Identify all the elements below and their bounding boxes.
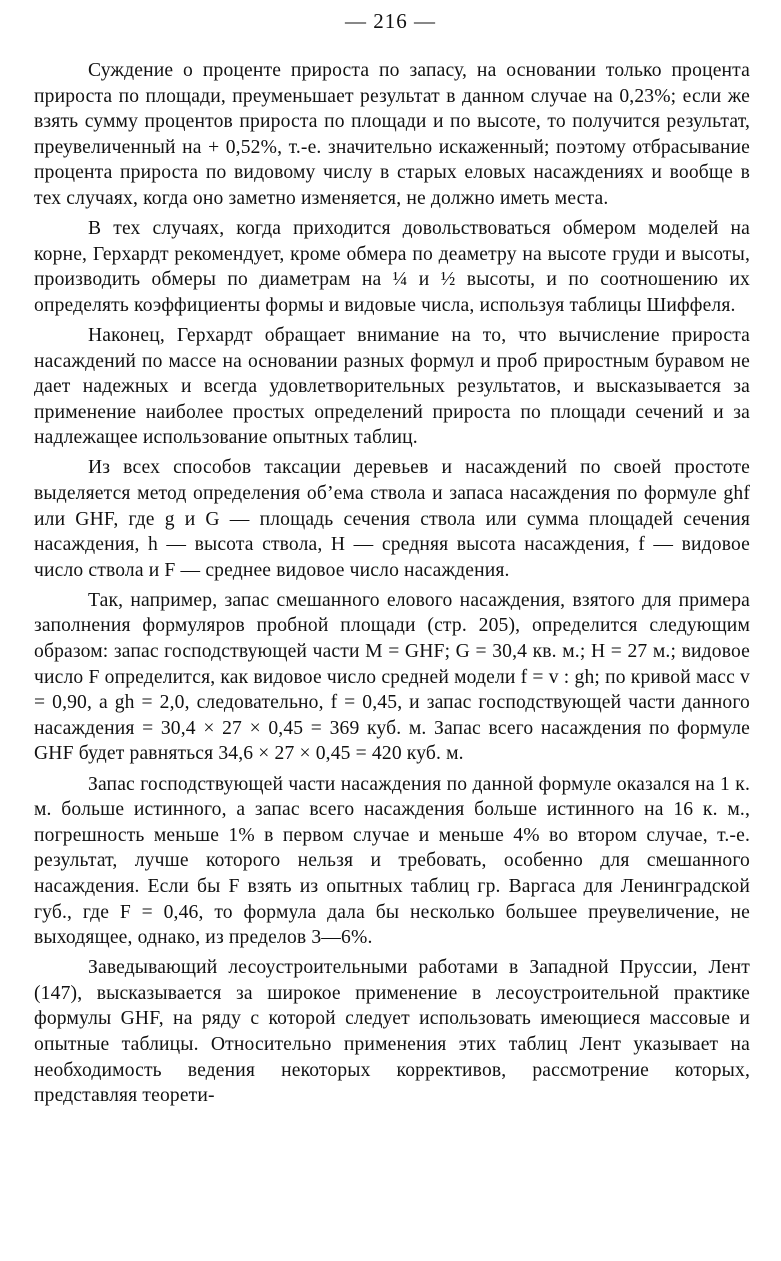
paragraph-1: Суждение о проценте прироста по запасу, на основании только процента прироста по площади, преуменьшает результат в данном случае на 0,23%; если же взять сумму процентов прироста по площади и по высоте, то получится результат, преувеличенный на + 0,52%, т.-е. значительно искаженный; поэтому отбрасывание процента прироста по видовому числу в старых еловых насаждениях и вообще в тех случаях, когда оно заметно изменяется, не должно иметь места. <box>34 60 750 209</box>
paragraph-6: Запас господствующей части насаждения по данной формуле оказался на 1 к. м. больше истинного, а запас всего насаждения больше истинного на 16 к. м., погрешность меньше 1% в первом случае и меньше 4% во втором случае, т.-е. результат, лучше которого нельзя и требовать, особенно для смешанного насаждения. Если бы F взять из опытных таблиц гр. Варгаса для Ленинградской губ., где F = 0,46, то формула дала бы несколько большее преувеличение, не выходящее, однако, из пределов 3—6%. <box>34 773 750 949</box>
paragraph-4: Из всех способов таксации деревьев и насаждений по своей простоте выделяется метод определения об’ема ствола и запаса насаждения по формуле ghf или GHF, где g и G — площадь сечения ствола или сумма площадей сечения насаждения, h — высота ствола, H — средняя высота насаждения, f — видовое число ствола и F — среднее видовое число насаждения. <box>34 457 750 581</box>
paragraph-7: Заведывающий лесоустроительными работами в Западной Пруссии, Лент (147), высказывается за широкое применение в лесоустроительной практике формулы GHF, на ряду с которой следует использовать имеющиеся массовые и опытные таблицы. Относительно применения этих таблиц Лент указывает на необходимость ведения некоторых коррективов, рассмотрение которых, представляя теорети- <box>34 957 750 1107</box>
paragraph-5: Так, например, запас смешанного елового насаждения, взятого для примера заполнения формуляров пробной площади (стр. 205), определится следующим образом: запас господствующей части M = GHF; G = 30,4 кв. м.; H = 27 м.; видовое число F определится, как видовое число средней модели f = v : gh; по кривой масс v = 0,90, a gh = 2,0, следовательно, f = 0,45, и запас господствующей части данного насаждения = 30,4 × 27 × 0,45 = 369 куб. м. Запас всего насаждения по формуле GHF будет равняться 34,6 × 27 × 0,45 = 420 куб. м. <box>34 589 750 765</box>
page-number: — 216 — <box>345 9 436 33</box>
body-text <box>34 58 750 1109</box>
paragraph-3: Наконец, Герхардт обращает внимание на то, что вычисление прироста насаждений по массе на основании разных формул и проб приростным буравом не дает надежных и всегда удовлетворительных результатов, и высказывается за применение наиболее простых определений прироста по площади сечений и за надлежащее использование опытных таблиц. <box>34 324 750 449</box>
paragraph-2: В тех случаях, когда приходится довольствоваться обмером моделей на корне, Герхардт рекомендует, кроме обмера по деаметру на высоте груди и высоты, производить обмеры по диаметрам на ¼ и ½ высоты, и по соотношению их определять коэффициенты формы и видовые числа, используя таблицы Шиффеля. <box>34 218 750 316</box>
